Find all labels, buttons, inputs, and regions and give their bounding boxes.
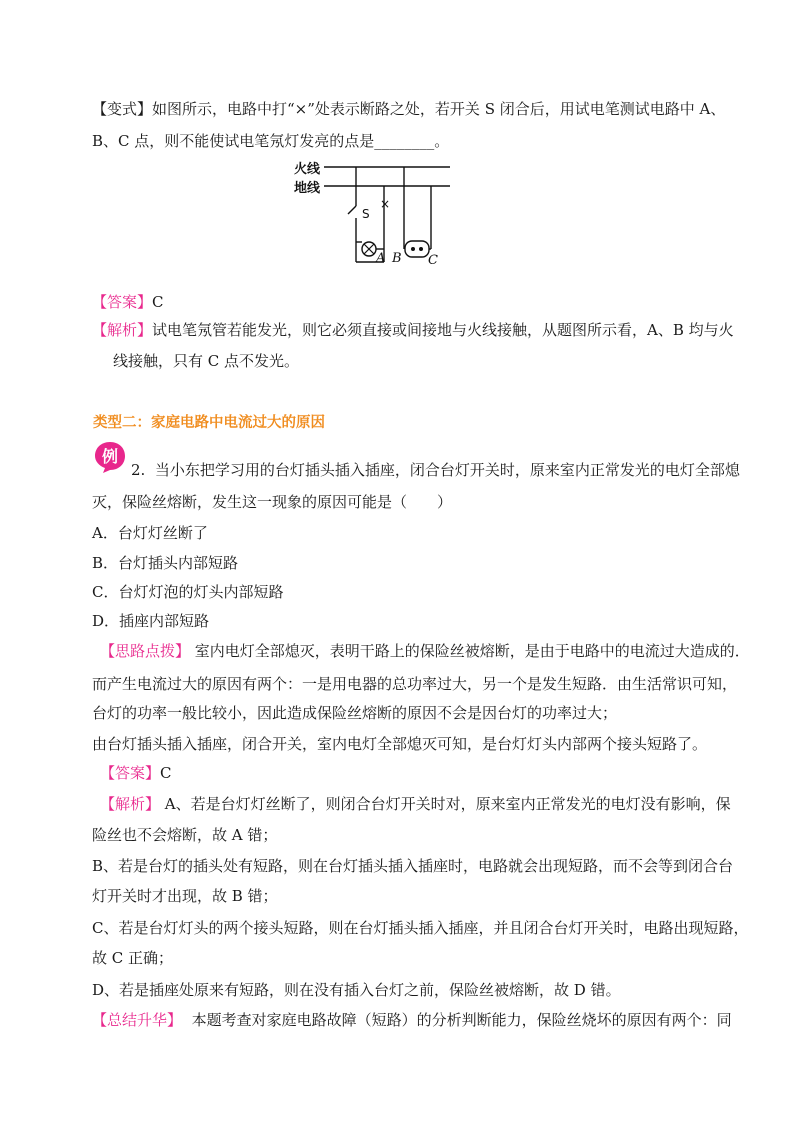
option-d: D．插座内部短路	[92, 612, 210, 630]
example-analysis-line-6: 故 C 正确；	[92, 949, 174, 967]
example-analysis-line-7: D、若是插座处原来有短路，则在没有插入台灯之前，保险丝被熔断，故 D 错。	[92, 981, 621, 999]
variant-text-1: 如图所示，电路中打“×”处表示断路之处，若开关 S 闭合后，用试电笔测试电路中 A、	[152, 100, 726, 118]
hint-line-3: 台灯的功率一般比较小，因此造成保险丝熔断的原因不会是因台灯的功率过大；	[92, 704, 618, 722]
example-analysis-line-5: C、若是台灯灯头的两个接头短路，则在台灯插头插入插座，并且闭合台灯开关时，电路出现短路，	[92, 919, 749, 937]
switch-blade	[348, 206, 356, 214]
point-b-label: B	[392, 251, 402, 266]
hint-tag: 【思路点拨】	[100, 642, 191, 660]
summary-line-1	[92, 1010, 732, 1030]
hint-line-4: 由台灯插头插入插座，闭合开关，室内电灯全部熄灭可知，是台灯灯头内部两个接头短路了。	[92, 735, 708, 753]
variant-line-1	[92, 99, 726, 119]
example-analysis-line-4: 灯开关时才出现，故 B 错；	[92, 887, 278, 905]
option-a: A．台灯灯丝断了	[92, 524, 208, 542]
example-number: 2.	[131, 461, 146, 479]
summary-text-1: 本题考查对家庭电路故障（短路）的分析判断能力，保险丝烧坏的原因有两个：同	[191, 1011, 732, 1029]
example-analysis-tag: 【解析】	[100, 795, 161, 813]
variant-answer	[92, 292, 720, 312]
break-mark: ×	[380, 197, 391, 211]
example-text-1: 当小东把学习用的台灯插头插入插座，闭合台灯开关时，原来室内正常发光的电灯全部熄	[154, 461, 740, 479]
summary-tag: 【总结升华】	[92, 1011, 183, 1029]
example-line-1	[131, 460, 740, 480]
analysis-text-2: 线接触，只有 C 点不发光。	[113, 352, 300, 370]
hint-line-1	[100, 641, 750, 661]
example-analysis-line-2: 险丝也不会熔断，故 A 错；	[92, 826, 278, 844]
section-title: 类型二：家庭电路中电流过大的原因	[93, 414, 325, 431]
hint-text-1: 室内电灯全部熄灭，表明干路上的保险丝被熔断，是由于电路中的电流过大造成的．	[194, 642, 750, 660]
variant-analysis-line-1	[92, 320, 734, 340]
live-wire-label: 火线	[294, 162, 321, 177]
circuit-diagram	[292, 156, 454, 268]
socket-symbol	[405, 241, 429, 257]
variant-text-2: B、C 点，则不能使试电笔氖灯发亮的点是________。	[92, 132, 450, 150]
example-analysis-text-1: A、若是台灯灯丝断了，则闭合台灯开关时对，原来室内正常发光的电灯没有影响，保	[164, 795, 731, 813]
hint-line-2: 而产生电流过大的原因有两个：一是用电器的总功率过大，另一个是发生短路．由生活常识可知，	[92, 675, 738, 693]
option-b: B．台灯插头内部短路	[92, 554, 239, 572]
variant-analysis-line-2	[113, 351, 720, 371]
answer-value: C	[152, 293, 164, 311]
example-analysis-line-3: B、若是台灯的插头处有短路，则在台灯插头插入插座时，电路就会出现短路，而不会等到闭合台	[92, 857, 734, 875]
option-c: C．台灯灯泡的灯头内部短路	[92, 583, 284, 601]
example-answer-tag: 【答案】	[100, 764, 161, 782]
example-line-2	[92, 492, 720, 512]
example-badge-icon	[93, 440, 127, 474]
analysis-text-1: 试电笔氖管若能发光，则它必须直接或间接地与火线接触，从题图所示看，A、B 均与火	[152, 321, 734, 339]
example-text-2: 灭，保险丝熔断，发生这一现象的原因可能是（ ）	[92, 493, 453, 511]
analysis-tag: 【解析】	[92, 321, 153, 339]
variant-line-2	[92, 131, 720, 151]
point-c-label: C	[428, 253, 438, 268]
ground-wire-label: 地线	[294, 181, 321, 196]
example-answer	[100, 763, 720, 783]
example-answer-value: C	[160, 764, 172, 782]
point-a-label: A	[376, 251, 386, 266]
switch-label: S	[362, 207, 370, 221]
example-badge-text: 例	[101, 447, 119, 466]
variant-tag: 【变式】	[92, 100, 153, 118]
example-analysis-line-1	[100, 794, 731, 814]
answer-tag: 【答案】	[92, 293, 153, 311]
